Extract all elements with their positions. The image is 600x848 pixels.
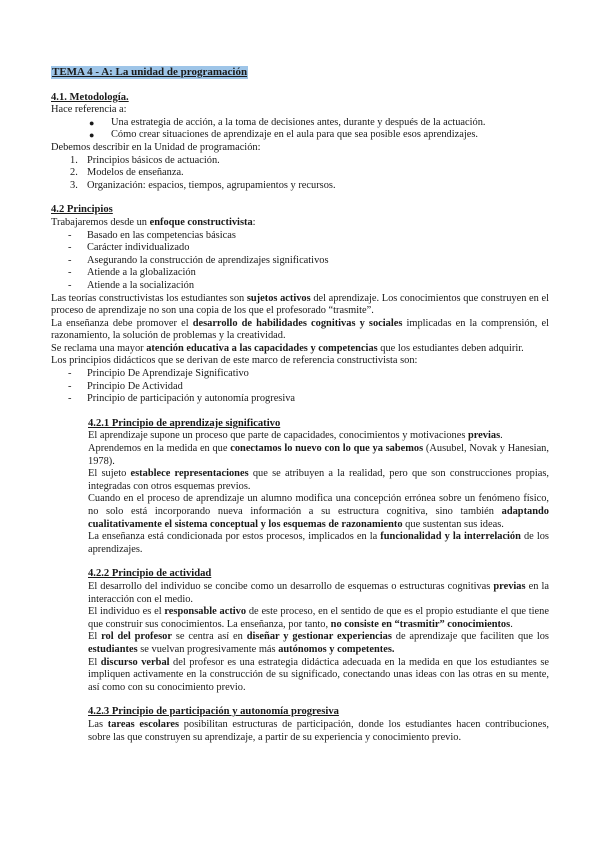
paragraph: La enseñanza está condicionada por estos procesos, implicados en la funcionalidad y la interrelación de los aprendizajes. xyxy=(88,531,549,555)
list-item: - Atiende a la socialización xyxy=(68,279,195,291)
bullet-icon: ● xyxy=(89,117,95,128)
subsection-heading-participacion: 4.2.3 Principio de participación y autonomía progresiva xyxy=(88,706,339,718)
list-item: - Carácter individualizado xyxy=(68,242,190,254)
paragraph: El individuo es el responsable activo de este proceso, en el sentido de que es el propio estudiante el que tiene que construir sus conocimientos. La enseñanza, por tanto, no consiste en “trasmitir” conocimientos. xyxy=(88,606,549,630)
paragraph: Las tareas escolares posibilitan estructuras de participación, donde los estudiantes hacen contribuciones, sobre las que construyen su aprendizaje, a partir de su experiencia y conocimiento previo. xyxy=(88,718,549,743)
paragraph: La enseñanza debe promover el desarrollo de habilidades cognitivas y sociales implicadas en la comprensión, el razonamiento, la solución de problemas y la creatividad. xyxy=(51,317,549,342)
numbered-item: 1. Principios básicos de actuación. xyxy=(70,154,220,166)
paragraph: Las teorías constructivistas los estudiantes son sujetos activos del aprendizaje. Los conocimientos que construyen en el proceso de aprendizaje no son una copia de los que el profesorado “trasmite”. xyxy=(51,292,549,317)
paragraph: El sujeto establece representaciones que se atribuyen a la realidad, pero que son construcciones propias, integradas con otros esquemas previos. xyxy=(88,468,549,492)
list-item: - Atiende a la globalización xyxy=(68,267,196,279)
paragraph: Los principios didácticos que se derivan de este marco de referencia constructivista son: xyxy=(51,355,418,367)
paragraph: El rol del profesor se centra así en diseñar y gestionar experiencias de aprendizaje que faciliten que los estudiantes se vuelvan progresivamente más autónomos y competentes. xyxy=(88,631,549,655)
document-title: TEMA 4 - A: La unidad de programación xyxy=(52,66,248,78)
paragraph: El desarrollo del individuo se concibe como un desarrollo de esquemas o estructuras cognitivas previas en la interacción con el medio. xyxy=(88,580,549,605)
subsection-heading-actividad: 4.2.2 Principio de actividad xyxy=(88,568,212,580)
paragraph: Aprendemos en la medida en que conectamos lo nuevo con lo que ya sabemos (Ausubel, Novak y Hanesian, 1978). xyxy=(88,443,549,467)
section-heading-metodologia: 4.1. Metodología. xyxy=(51,91,129,103)
numbered-item: 2. Modelos de enseñanza. xyxy=(70,167,184,179)
list-item: - Principio De Aprendizaje Significativo xyxy=(68,368,249,380)
document-page xyxy=(51,66,549,744)
bullet-icon: ● xyxy=(89,130,95,141)
paragraph: Debemos describir en la Unidad de programación: xyxy=(51,141,261,153)
paragraph: Se reclama una mayor atención educativa a las capacidades y competencias que los estudiantes deben adquirir. xyxy=(51,342,524,354)
numbered-item: 3. Organización: espacios, tiempos, agrupamientos y recursos. xyxy=(70,179,336,191)
paragraph: Cuando en el proceso de aprendizaje un alumno modifica una concepción errónea sobre un fenómeno físico, no solo está incorporando nueva información a su estructura cognitiva, sino también adaptando cualitativamente el sistema conceptual y los esquemas de razonamiento que sustentan sus ideas. xyxy=(88,493,549,530)
list-item: - Basado en las competencias básicas xyxy=(68,229,236,241)
list-item: - Asegurando la construcción de aprendizajes significativos xyxy=(68,254,329,266)
bullet-item: ● Una estrategia de acción, a la toma de decisiones antes, durante y después de la actuación. xyxy=(89,116,486,128)
paragraph: El aprendizaje supone un proceso que parte de capacidades, conocimientos y motivaciones previas. xyxy=(88,430,503,442)
bullet-item: ● Cómo crear situaciones de aprendizaje en el aula para que sea posible esos aprendizajes. xyxy=(89,129,478,141)
section-intro: Hace referencia a: xyxy=(51,104,127,116)
paragraph: El discurso verbal del profesor es una estrategia didáctica adecuada en la medida en que los estudiantes se impliquen activamente en la construcción de su significado, conectando unas ideas con las otras en su mente, así como con su conocimiento previo. xyxy=(88,656,549,693)
list-item: - Principio de participación y autonomía progresiva xyxy=(68,393,296,405)
list-item: - Principio De Actividad xyxy=(68,380,183,392)
paragraph: Trabajaremos desde un enfoque constructivista: xyxy=(51,216,256,228)
subsection-heading-aprendizaje-significativo: 4.2.1 Principio de aprendizaje significativo xyxy=(88,417,281,429)
section-heading-principios: 4.2 Principios xyxy=(51,204,113,216)
